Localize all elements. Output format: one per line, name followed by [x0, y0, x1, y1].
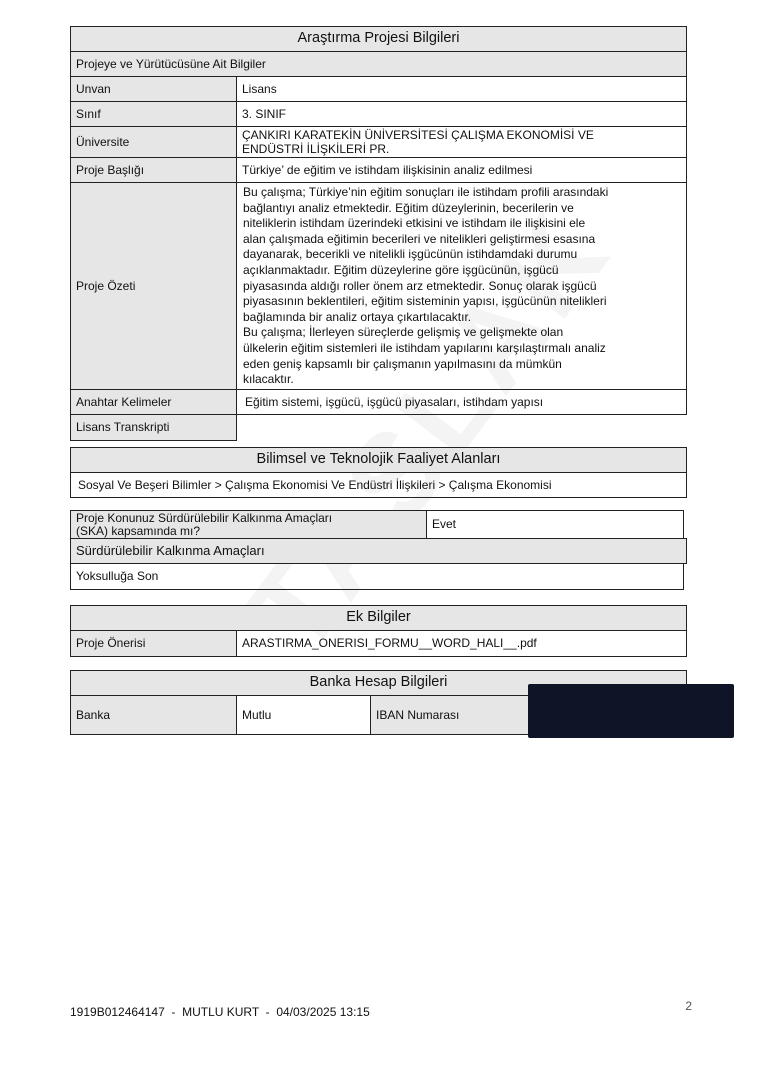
- proje-onerisi-label: Proje Önerisi: [70, 630, 237, 657]
- unvan-label: Unvan: [70, 76, 237, 102]
- proje-basligi-label: Proje Başlığı: [70, 157, 237, 183]
- section-research-title: Araştırma Projesi Bilgileri: [70, 26, 687, 52]
- iban-label: IBAN Numarası: [370, 695, 687, 735]
- banka-value: Mutlu: [236, 695, 371, 735]
- ska-question-line1: Proje Konunuz Sürdürülebilir Kalkınma Amaçları: [76, 511, 333, 525]
- unvan-value: Lisans: [236, 76, 687, 102]
- section-banka-title: Banka Hesap Bilgileri: [70, 670, 687, 696]
- summary-line: piyasasında aldığı roller önem arz etmektedir. Sonuç olarak işgücü: [243, 278, 597, 293]
- summary-line: bağlantıyı analiz etmektedir. Eğitim düzeylerinin, becerilerin ve: [243, 200, 574, 215]
- universite-value: [236, 126, 687, 158]
- summary-line: Bu çalışma; İlerleyen süreçlerde gelişmiş ve gelişmekte olan: [243, 325, 564, 340]
- universite-value-line2: ENDÜSTRİ İLİŞKİLERİ PR.: [242, 142, 390, 157]
- section-fields-title: Bilimsel ve Teknolojik Faaliyet Alanları: [70, 447, 687, 473]
- summary-line: piyasasının beklentileri, eğitim sisteminin yapısı, işgücünün nitelikleri: [243, 294, 607, 309]
- ska-question: [70, 510, 427, 539]
- proje-ozeti-value: [236, 182, 687, 390]
- summary-line: bağlamında bir analiz ortaya çıkartılacaktır.: [243, 309, 472, 324]
- universite-value-line1: ÇANKIRI KARATEKİN ÜNİVERSİTESİ ÇALIŞMA EKONOMİSİ VE: [242, 128, 594, 142]
- anahtar-kelimeler-label: Anahtar Kelimeler: [70, 389, 237, 415]
- proje-basligi-value: Türkiye’ de eğitim ve istihdam ilişkisinin analiz edilmesi: [236, 157, 687, 183]
- summary-line: niteliklerin istihdam üzerindeki etkisini ve istihdam ile ilişkisini ele: [243, 216, 586, 231]
- summary-line: açıklanmaktadır. Eğitim düzeylerine göre işgücünün, işgücü: [243, 262, 559, 277]
- footer-text: 1919B012464147 - MUTLU KURT - 04/03/2025 13:15: [70, 1005, 370, 1019]
- section-ek-title: Ek Bilgiler: [70, 605, 687, 631]
- proje-onerisi-file-link[interactable]: ARASTIRMA_ONERISI_FORMU__WORD_HALI__.pdf: [236, 630, 687, 657]
- summary-line: dayanarak, becerikli ve nitelikli işgücünün istihdamdaki durumu: [243, 247, 578, 262]
- universite-label: Üniversite: [70, 126, 237, 158]
- lisans-transkripti-label: Lisans Transkripti: [70, 414, 237, 441]
- sinif-value: 3. SINIF: [236, 101, 687, 127]
- ska-value: Yoksulluğa Son: [70, 563, 684, 590]
- redaction-block: [528, 684, 734, 738]
- summary-line: alan çalışmada eğitimin becerileri ve nitelikleri geliştirmesi esasına: [243, 231, 596, 246]
- summary-line: kılacaktır.: [243, 372, 294, 387]
- ska-answer: Evet: [426, 510, 684, 539]
- ska-question-line2: (SKA) kapsamında mı?: [76, 524, 201, 539]
- anahtar-kelimeler-value: Eğitim sistemi, işgücü, işgücü piyasaları, istihdam yapısı: [236, 389, 687, 415]
- section-fields-value: Sosyal Ve Beşeri Bilimler > Çalışma Ekonomisi Ve Endüstri İlişkileri > Çalışma Ekonomisi: [70, 472, 687, 498]
- summary-line: Bu çalışma; Türkiye’nin eğitim sonuçları ile istihdam profili arasındaki: [243, 185, 609, 199]
- summary-line: ülkelerin eğitim sistemleri ile istihdam yapılarını karşılaştırmalı analiz: [243, 340, 606, 355]
- banka-label: Banka: [70, 695, 237, 735]
- sinif-label: Sınıf: [70, 101, 237, 127]
- proje-ozeti-label: Proje Özeti: [70, 182, 237, 390]
- section-research-subtitle: Projeye ve Yürütücüsüne Ait Bilgiler: [70, 51, 687, 77]
- page-number: 2: [685, 999, 692, 1013]
- ska-title: Sürdürülebilir Kalkınma Amaçları: [70, 538, 687, 564]
- summary-line: eden geniş kapsamlı bir çalışmanın yapılmasını da mümkün: [243, 356, 562, 371]
